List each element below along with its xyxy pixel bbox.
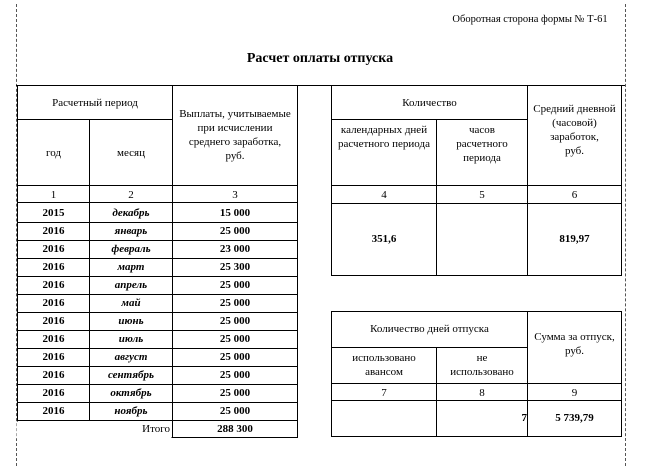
- row-year: 2015: [42, 207, 65, 219]
- row-amount: 25 000: [219, 387, 251, 399]
- row-year: 2016: [42, 369, 65, 381]
- period-header: Расчетный период: [52, 97, 138, 109]
- row-month: июнь: [118, 315, 144, 327]
- sum-value: 5 739,79: [555, 412, 594, 424]
- row-month: октябрь: [110, 387, 152, 399]
- page-title: Расчет оплаты отпуска: [246, 51, 394, 66]
- row-amount: 25 000: [219, 405, 251, 417]
- payments-header: Выплаты, учитываемые при исчислении среднего заработка, руб.: [179, 108, 291, 162]
- row-month: февраль: [111, 243, 151, 255]
- form-note: Оборотная сторона формы № Т-61: [452, 14, 608, 25]
- row-month: январь: [114, 225, 148, 237]
- col-number-3: 3: [232, 189, 238, 201]
- col-number-6: 6: [571, 189, 578, 201]
- row-year: 2016: [42, 351, 65, 363]
- row-year: 2016: [42, 297, 65, 309]
- calendar-days-value: 351,6: [371, 233, 397, 245]
- row-amount: 23 000: [219, 243, 251, 255]
- sum-header: Сумма за отпуск, руб.: [534, 331, 615, 357]
- total-label: Итого: [142, 423, 170, 435]
- col-number-8: 8: [479, 387, 485, 399]
- month-header: месяц: [117, 147, 145, 159]
- col-number-7: 7: [381, 387, 387, 399]
- row-amount: 25 000: [219, 369, 251, 381]
- not-used-header: не использовано: [450, 352, 514, 378]
- row-year: 2016: [42, 243, 65, 255]
- row-amount: 25 000: [219, 351, 251, 363]
- row-amount: 25 000: [219, 279, 251, 291]
- row-amount: 15 000: [219, 207, 251, 219]
- row-amount: 25 000: [219, 315, 251, 327]
- col-number-5: 5: [479, 189, 485, 201]
- col-number-1: 1: [50, 189, 57, 201]
- row-month: декабрь: [112, 207, 150, 219]
- row-year: 2016: [42, 279, 65, 291]
- row-year: 2016: [42, 225, 65, 237]
- row-year: 2016: [42, 405, 65, 417]
- quantity-header: Количество: [402, 97, 457, 109]
- hours-header: часов расчетного периода: [456, 124, 508, 164]
- avg-earnings-header: Средний дневной (часовой) заработок, руб.: [533, 103, 616, 157]
- used-advance-header: использовано авансом: [352, 352, 416, 378]
- row-amount: 25 300: [219, 261, 251, 273]
- col-number-2: 2: [128, 189, 134, 201]
- row-year: 2016: [42, 387, 65, 399]
- row-month: март: [117, 261, 145, 273]
- avg-earnings-value: 819,97: [559, 233, 590, 245]
- row-year: 2016: [42, 333, 65, 345]
- row-month: сентябрь: [107, 369, 155, 381]
- row-month: апрель: [114, 279, 148, 291]
- vacation-days-header: Количество дней отпуска: [370, 323, 489, 335]
- row-amount: 25 000: [219, 297, 251, 309]
- row-month: май: [121, 297, 141, 309]
- calendar-days-header: календарных дней расчетного периода: [338, 124, 430, 150]
- col-number-9: 9: [571, 387, 578, 399]
- year-header: год: [45, 147, 62, 159]
- col-number-4: 4: [381, 189, 387, 201]
- row-month: ноябрь: [114, 405, 148, 417]
- row-month: июль: [118, 333, 144, 345]
- row-amount: 25 000: [219, 225, 251, 237]
- row-year: 2016: [42, 315, 65, 327]
- row-year: 2016: [42, 261, 65, 273]
- row-month: август: [114, 351, 148, 363]
- not-used-value: 7: [521, 412, 527, 424]
- total-value: 288 300: [217, 423, 253, 435]
- row-amount: 25 000: [219, 333, 251, 345]
